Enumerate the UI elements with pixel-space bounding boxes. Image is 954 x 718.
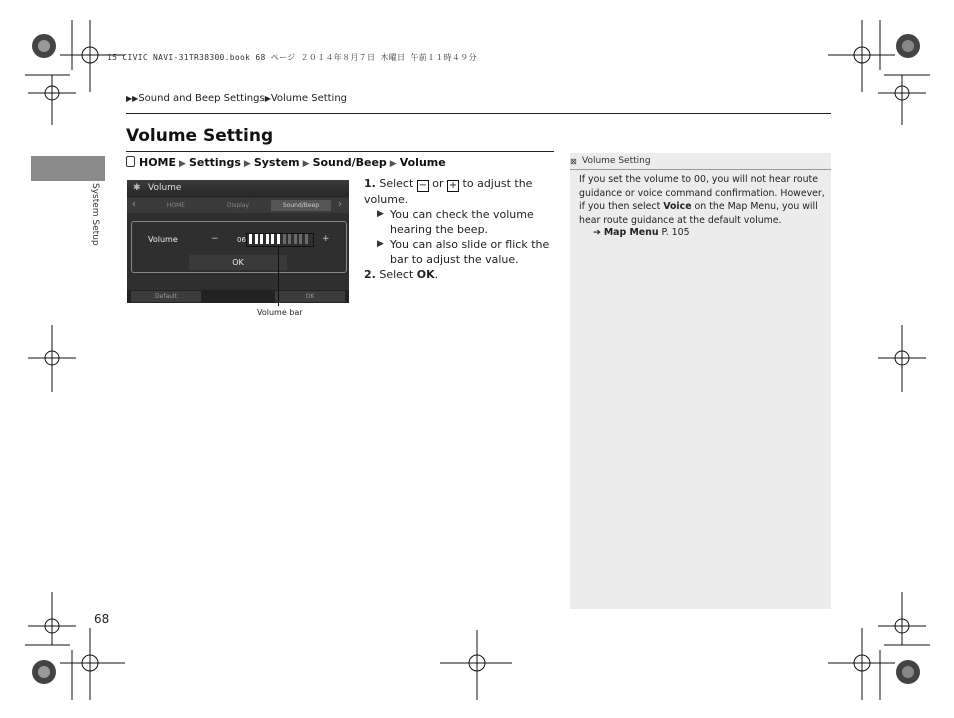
screen-footer — [127, 290, 349, 303]
screen-plus-button[interactable]: + — [322, 234, 330, 244]
breadcrumb-arrows-icon: ▶▶ — [126, 94, 139, 103]
gear-icon: ✱ — [133, 183, 141, 193]
minus-box-icon: − — [418, 180, 427, 191]
screen-tab-home[interactable]: HOME — [166, 202, 186, 209]
chevron-right-icon[interactable]: › — [338, 199, 342, 210]
path-item-volume: Volume — [399, 156, 446, 169]
note-icon: ⊠ — [570, 157, 577, 166]
breadcrumb-separator-icon: ▶ — [264, 94, 271, 103]
breadcrumb-current: Volume Setting — [270, 93, 348, 104]
cross-reference[interactable]: ➔ Map Menu P. 105 — [593, 227, 690, 238]
callout-label: Volume bar — [257, 308, 303, 317]
step-1-note-2: ▶ You can also slide or flick the bar to adjust the value. — [377, 238, 550, 266]
chapter-label: System Setup — [90, 183, 100, 246]
path-arrow-icon: ▶ — [243, 159, 251, 169]
volume-bar-highlight — [246, 233, 314, 247]
sidebar-note-header — [570, 153, 831, 170]
chevron-left-icon[interactable]: ‹ — [132, 199, 136, 210]
step-2: 2. Select OK. — [364, 268, 439, 281]
step-1: 1. Select − or + to adjust the volume. — [364, 177, 533, 206]
path-item-home: HOME — [139, 156, 177, 169]
screen-volume-value: 06 — [237, 236, 246, 244]
reference-arrow-icon: ➔ — [593, 227, 601, 238]
volume-screen-illustration — [127, 180, 349, 303]
instruction-steps — [364, 176, 554, 282]
chapter-tab — [31, 156, 105, 181]
step-1-note-1: ▶ You can check the volume hearing the beep. — [377, 208, 534, 236]
screen-minus-button[interactable]: − — [211, 234, 219, 244]
breadcrumb-section[interactable]: Sound and Beep Settings — [138, 93, 265, 104]
page-title: Volume Setting — [126, 126, 274, 146]
screen-tabs — [127, 198, 349, 213]
path-item-system: System — [253, 156, 300, 169]
plus-box-icon: + — [448, 180, 458, 191]
header-rule — [126, 113, 831, 114]
page-number: 68 — [94, 612, 110, 626]
sidebar-note-title: Volume Setting — [582, 156, 651, 166]
path-item-sound-beep: Sound/Beep — [312, 156, 387, 169]
screen-volume-label: Volume — [148, 235, 178, 244]
screen-titlebar — [127, 180, 349, 197]
path-arrow-icon: ▶ — [389, 159, 397, 169]
sidebar-note-body: If you set the volume to 00, you will not hear route guidance or voice command confirmation. However, if you then select Voice on the Map Menu, you will hear route guidance at the default volume. — [579, 174, 825, 226]
title-rule — [126, 151, 554, 152]
print-header: 15 CIVIC NAVI-31TR38300.book 68 ページ ２０１４年８月７日 木曜日 午前１１時４９分 — [107, 53, 477, 62]
screen-ok-button[interactable]: OK — [189, 255, 287, 270]
screen-title: Volume — [148, 183, 182, 193]
path-item-settings: Settings — [188, 156, 241, 169]
home-icon — [126, 156, 135, 167]
screen-tab-sound-beep[interactable]: Sound/Beep — [271, 200, 331, 211]
screen-tab-display[interactable]: Display — [226, 202, 250, 209]
note-arrow-icon: ▶ — [377, 209, 384, 219]
path-arrow-icon: ▶ — [179, 159, 186, 169]
menu-path — [126, 156, 446, 169]
screen-default-button[interactable]: Default — [131, 291, 201, 302]
breadcrumb — [126, 93, 347, 104]
callout-leader-line — [278, 246, 279, 306]
screen-footer-ok-button[interactable]: OK — [275, 291, 345, 302]
path-arrow-icon: ▶ — [302, 159, 310, 169]
note-arrow-icon: ▶ — [377, 239, 384, 249]
